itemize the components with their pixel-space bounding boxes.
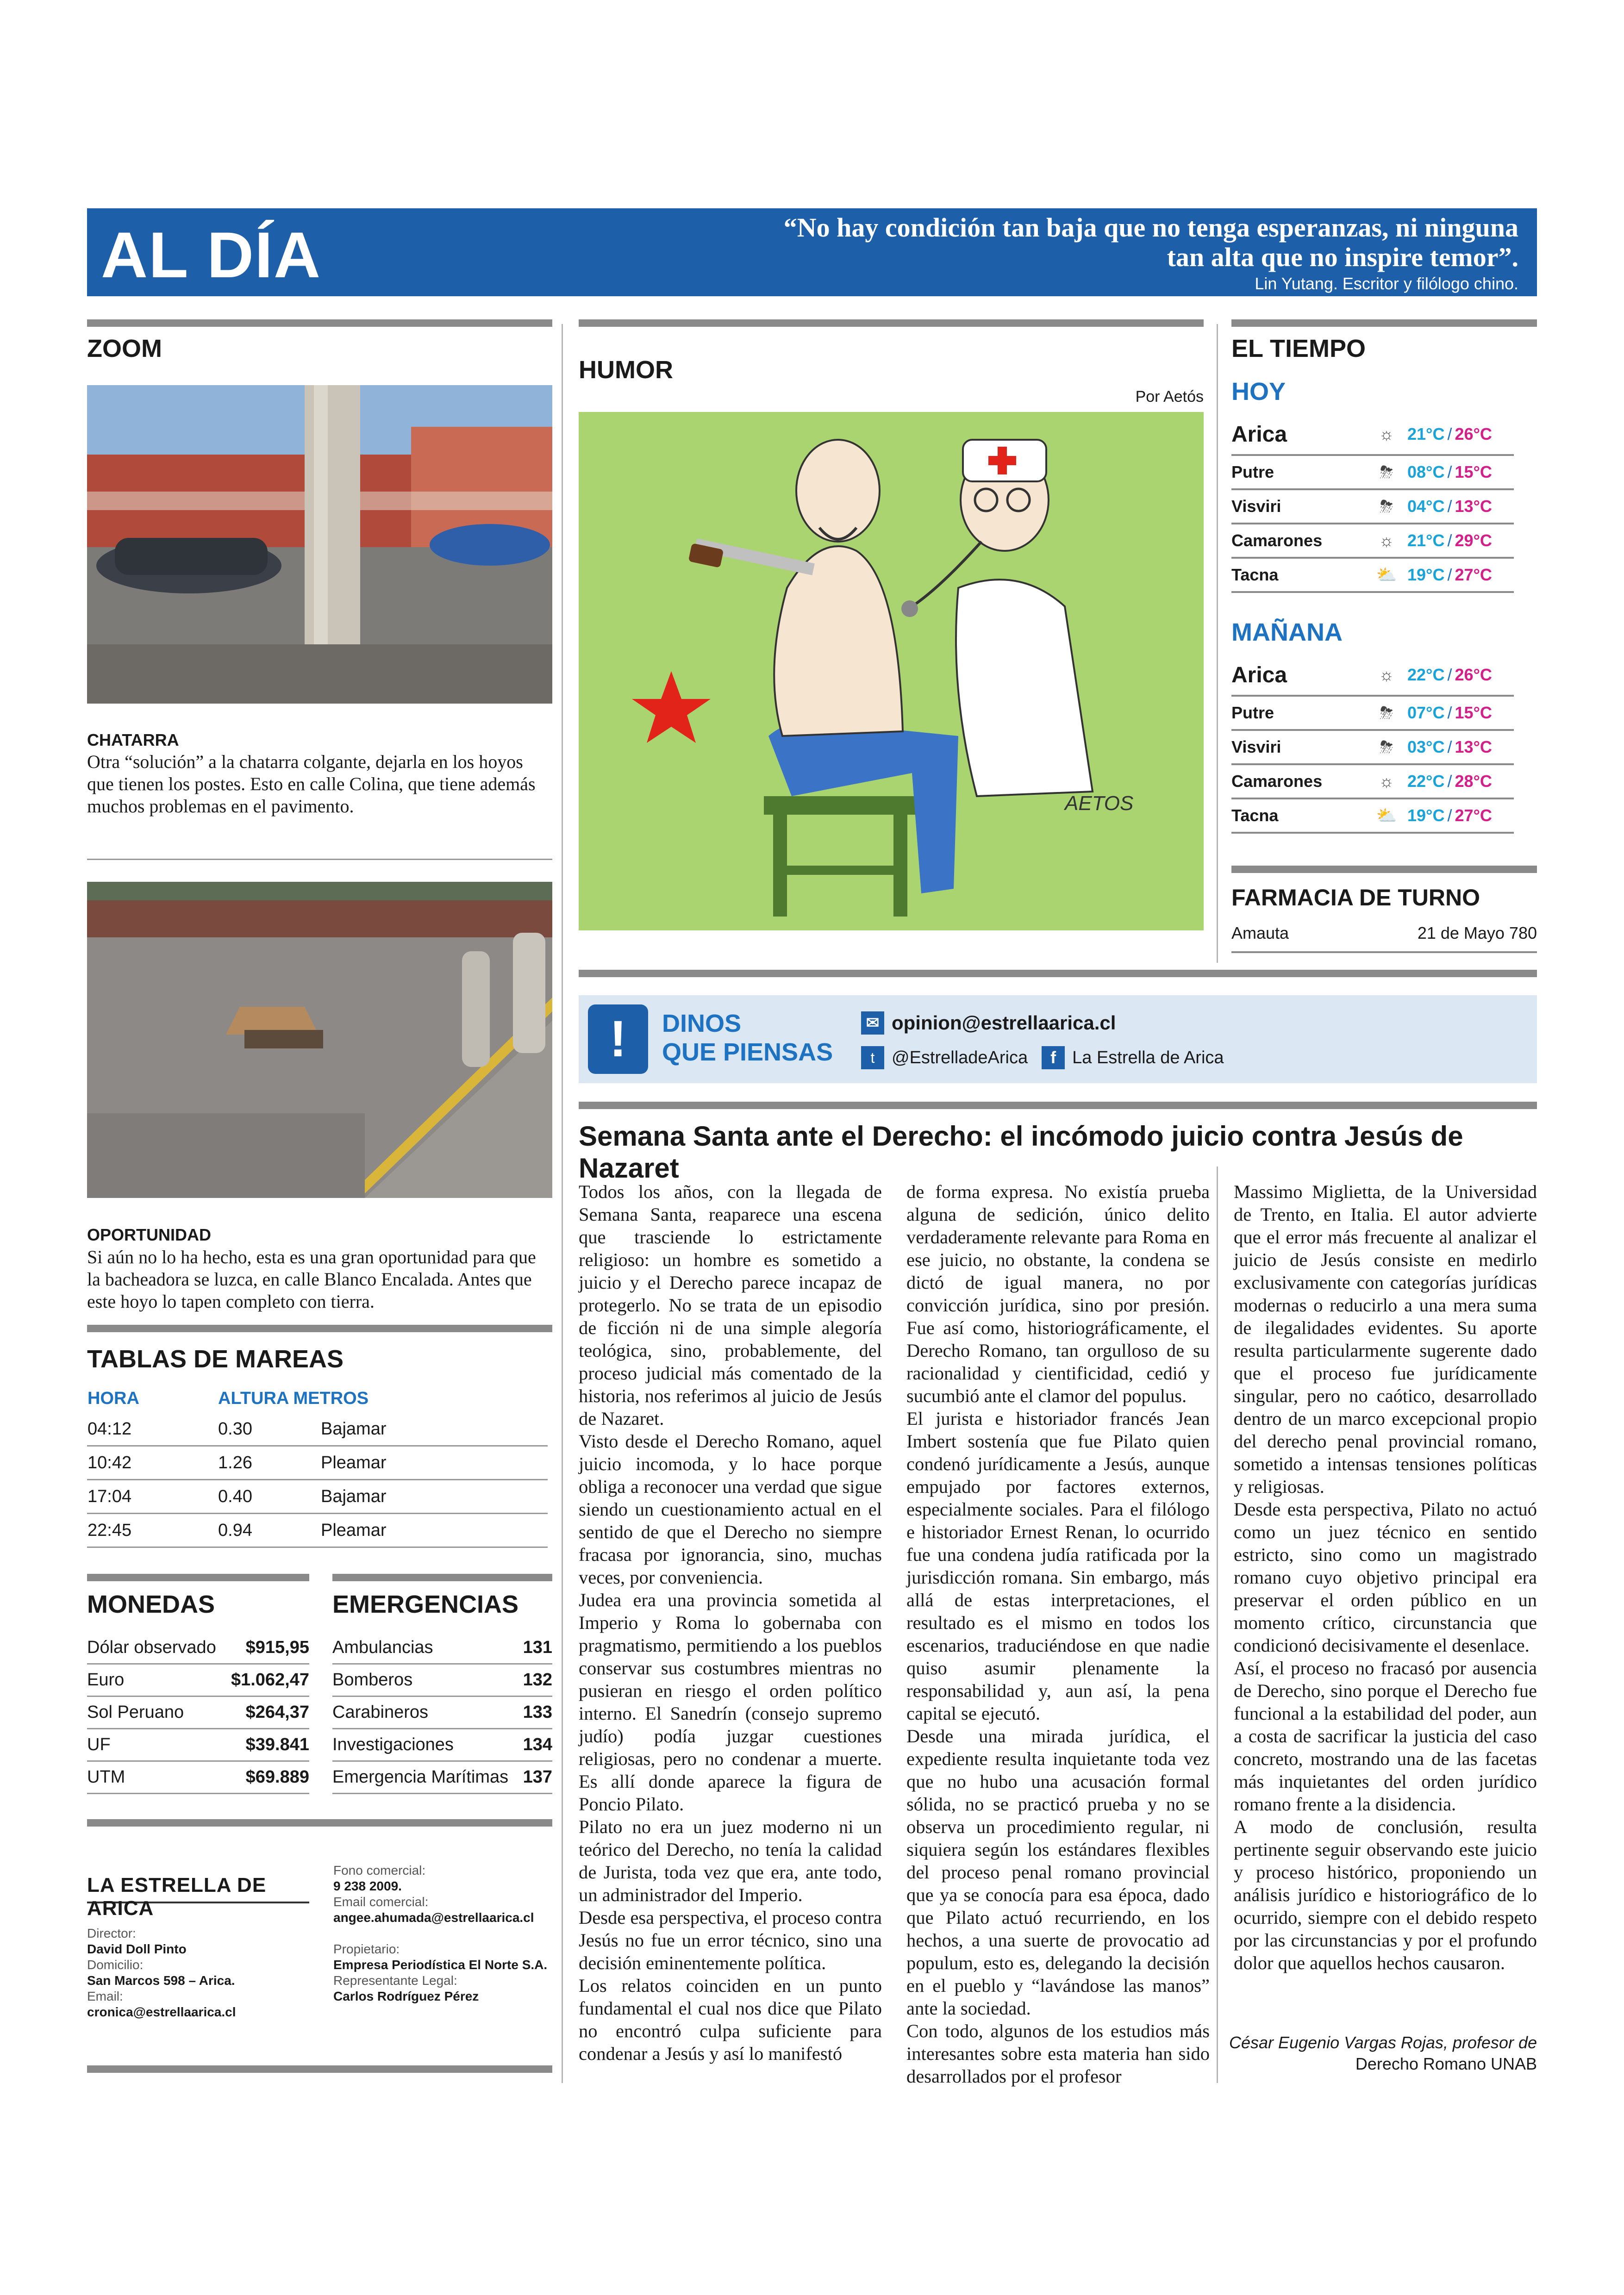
email-icon: ✉ [861,1011,884,1035]
emergency-row [332,1664,552,1697]
dinos-title-line: QUE PIENSAS [662,1038,833,1066]
weather-min: 03°C [1407,737,1445,756]
sun-icon: ☼ [1379,665,1394,684]
weather-city: Putre [1231,462,1274,481]
weather-row: Tacna ⛅ 19°C / 27°C [1231,559,1514,593]
weather-min: 21°C [1407,531,1445,550]
humor-cartoon [579,412,1204,930]
weather-row: Arica ☼ 22°C / 26°C [1231,655,1514,697]
weather-max: 29°C [1455,531,1492,550]
emergency-row [332,1696,552,1729]
weather-max: 27°C [1455,565,1492,584]
weather-max: 26°C [1455,665,1492,684]
tide-height: 0.40 [218,1480,320,1514]
currency-name: Dólar observado [87,1637,216,1657]
representante-label: Representante Legal: [333,1973,457,1988]
newspaper-logo: LA ESTRELLA DE ARICA [87,1874,309,1903]
dinos-title-line: DINOS [662,1010,742,1037]
column-header: ALTURA METROS [218,1388,369,1408]
byline-line: Derecho Romano UNAB [1355,2054,1537,2073]
dinos-title [662,1009,833,1066]
zoom-photo-oportunidad [87,882,552,1198]
weather-row: Visviri ⛈ 04°C / 13°C [1231,490,1514,524]
currency-name: UF [87,1734,111,1754]
currency-name: UTM [87,1767,125,1787]
article-paragraph: El jurista e historiador francés Jean Imbert sostenía que fue Pilato quien condenó jurídicamente a Jesús, aunque empujado por factores externos, especialmente sociales. Para el filólogo e historiador Ernest Renan, lo ocurrido fue una condena judía ratificada por la jurisdicción romana. Sin embargo, más allá de estas interpretaciones, el resultado es el mismo en todos los escenarios, traduciéndose en que nadie quiso asumir plenamente la responsabilidad y, aun así, la pena capital se ejecutó. [906,1408,1210,1724]
dinos-social [861,1046,1224,1069]
emergencias-title: EMERGENCIAS [332,1590,519,1618]
humor-title: HUMOR [579,356,673,384]
weather-title: EL TIEMPO [1231,335,1366,362]
article-paragraph: Visto desde el Derecho Romano, aquel juicio incomoda, y lo hace porque obliga a reconocer una verdad que sigue siendo un cuestionamiento actual en el sentido de que el Derecho no siempre fracasa por ignorancia, sino, muchas veces, por conveniencia. [579,1431,882,1588]
weather-city: Camarones [1231,531,1323,550]
email-label: Email: [87,1989,123,2003]
weather-min: 21°C [1407,424,1445,443]
weather-row: Putre ⛈ 08°C / 15°C [1231,456,1514,490]
article-paragraph: Todos los años, con la llegada de Semana Santa, reaparece una escena que trasciende lo estrictamente religioso: un hombre es sometido a juicio y el Derecho parece incapaz de protegerlo. No se trata de un episodio de ficción ni de una simple alegoría teológica, sino, probablemente, del proceso judicial más comentado de la historia, nos referimos al juicio de Jesús de Nazaret. [579,1181,882,1429]
email-link[interactable]: opinion@estrellaarica.cl [892,1012,1116,1034]
weather-today-label: HOY [1231,378,1286,405]
table-row [87,1480,548,1514]
masthead-right [333,1863,551,2004]
column-divider [1217,1166,1218,2083]
currency-row [87,1729,309,1762]
storm-icon: ⛈ [1380,496,1393,516]
emergency-name: Carabineros [332,1702,428,1722]
storm-icon: ⛈ [1380,703,1393,722]
section-rule [579,319,1204,327]
weather-max: 27°C [1455,806,1492,825]
table-row [87,1446,548,1480]
tide-type: Bajamar [320,1480,548,1514]
tide-hour: 10:42 [87,1446,218,1480]
weather-row: Putre ⛈ 07°C / 15°C [1231,697,1514,731]
weather-min: 22°C [1407,772,1445,791]
weather-min: 19°C [1407,806,1445,825]
zoom-caption-title: OPORTUNIDAD [87,1225,211,1244]
sun-icon: ☼ [1379,772,1394,791]
sun-icon: ☼ [1379,424,1394,443]
storm-icon: ⛈ [1380,737,1393,756]
emergency-row [332,1761,552,1794]
twitter-icon: t [861,1046,884,1069]
tide-hour: 04:12 [87,1413,218,1446]
dinos-email[interactable] [861,1011,1116,1035]
weather-tomorrow-label: MAÑANA [1231,618,1343,646]
weather-city: Tacna [1231,806,1279,825]
section-rule [1231,319,1537,327]
divider [87,859,552,860]
weather-row: Camarones ☼ 22°C / 28°C [1231,765,1514,799]
farmacia-title: FARMACIA DE TURNO [1231,885,1480,911]
partly-cloudy-icon: ⛅ [1376,806,1397,825]
article-paragraph: A modo de conclusión, resulta pertinente seguir observando este juicio y proceso histórico, proponiendo un análisis jurídico e historiográfico de lo ocurrido, siempre con el debido respeto por las circunstancias y por el profundo dolor que aquellos hechos causaron. [1234,1816,1537,1973]
article-paragraph: Los relatos coinciden en un punto fundamental el cual nos dice que Pilato no encontró culpa suficiente para condenar a Jesús y así lo manifestó [579,1975,882,2064]
zoom-caption-title: CHATARRA [87,730,179,749]
column-header: HORA [87,1388,139,1408]
section-rule [87,2065,552,2073]
domicilio-value: San Marcos 598 – Arica. [87,1973,235,1988]
weather-city: Tacna [1231,565,1279,584]
section-rule [579,1102,1537,1109]
weather-max: 13°C [1455,737,1492,756]
propietario-label: Propietario: [333,1942,400,1956]
emergency-name: Emergencia Marítimas [332,1767,509,1787]
zoom-caption-text: Otra “solución” a la chatarra colgante, dejarla en los hoyos que tienen los postes. Esto en calle Colina, que tiene además muchos problemas en el pavimento. [87,751,536,817]
weather-min: 07°C [1407,703,1445,722]
article-paragraph: Judea era una provincia sometida al Imperio y Roma lo gobernaba con pragmatismo, permitiendo a los pueblos conservar sus costumbres mientras no pusieran en riesgo el orden político interno. El Sanedrín (consejo supremo judío) podía juzgar cuestiones religiosas, pero no condenar a muerte. Es allí donde aparece la figura de Poncio Pilato. [579,1590,882,1815]
currency-name: Euro [87,1670,125,1690]
emergency-name: Ambulancias [332,1637,433,1657]
email-comercial-label: Email comercial: [333,1895,429,1909]
currency-value: $69.889 [245,1767,309,1787]
header-quote: “No hay condición tan baja que no tenga esperanzas, ni ninguna tan alta que no inspire temor”. [783,212,1518,272]
weather-min: 08°C [1407,462,1445,481]
quote-author: Lin Yutang. Escritor y filólogo chino. [1255,274,1518,293]
zoom-caption-text: Si aún no lo ha hecho, esta es una gran oportunidad para que la bacheadora se luzca, en calle Blanco Encalada. Antes que este hoyo lo tapen completo con tierra. [87,1247,536,1312]
email-value: cronica@estrellaarica.cl [87,2005,236,2019]
section-rule [332,1574,552,1581]
article-paragraph: Desde esa perspectiva, el proceso contra Jesús no fue un error técnico, sino una decisión eminentemente política. [579,1907,882,1973]
currency-row [87,1632,309,1665]
cartoon-signature: AETOS [1065,792,1134,815]
speech-bubble-icon: ! [588,1004,648,1074]
section-rule [87,319,552,327]
weather-city: Camarones [1231,772,1323,791]
table-header-row [87,1384,548,1413]
article-paragraph: de forma expresa. No existía prueba alguna de sedición, único delito verdaderamente relevante para Roma en ese juicio, no obstante, la condena se dictó de igual manera, no por convicción jurídica, sino por presión. Fue así como, historiográficamente, el Derecho Romano, tan orgulloso de su racionalidad y cientificidad, cedió y sucumbió ante el clamor del populus. [906,1181,1210,1406]
article-column-1 [579,1180,882,2065]
weather-city: Visviri [1231,497,1281,516]
section-rule [579,970,1537,977]
column-divider [1217,324,1218,963]
weather-city: Arica [1231,662,1287,687]
weather-min: 04°C [1407,497,1445,516]
farmacia-row [1231,923,1537,953]
fono-label: Fono comercial: [333,1863,426,1877]
section-header [87,208,1537,296]
weather-max: 13°C [1455,497,1492,516]
table-row [87,1514,548,1547]
tide-type: Pleamar [320,1514,548,1547]
article-paragraph: Pilato no era un juez moderno ni un teórico del Derecho, no tenía la calidad de Jurista, toda vez que era, ante todo, un administrador del Imperio. [579,1816,882,1905]
emergency-number: 134 [523,1734,552,1754]
sun-icon: ☼ [1379,531,1394,550]
tide-hour: 22:45 [87,1514,218,1547]
zoom-title: ZOOM [87,335,162,362]
weather-max: 15°C [1455,703,1492,722]
currency-name: Sol Peruano [87,1702,184,1722]
propietario-value: Empresa Periodística El Norte S.A. [333,1958,548,1972]
weather-max: 15°C [1455,462,1492,481]
article-paragraph: Desde una mirada jurídica, el expediente resulta inquietante toda vez que no hubo una acusación formal sólida, no se practicó prueba y no se observa un procedimiento regular, ni siquiera según los estándares flexibles del proceso penal romano provincial que ya se conocía para esa época, dado que Pilato actuó recurriendo, en los hechos, a una suerte de provocatio ad populum, esto es, delegando la decisión en el pueblo y “lavándose las manos” ante la sociedad. [906,1726,1210,2019]
storm-icon: ⛈ [1380,462,1393,481]
weather-row: Tacna ⛅ 19°C / 27°C [1231,799,1514,834]
weather-row: Camarones ☼ 21°C / 29°C [1231,524,1514,559]
emergency-number: 133 [523,1702,552,1722]
domicilio-label: Domicilio: [87,1958,144,1972]
weather-row: Arica ☼ 21°C / 26°C [1231,414,1514,456]
emergency-number: 137 [523,1767,552,1787]
section-rule [87,1819,552,1827]
tide-type: Bajamar [320,1413,548,1446]
humor-author: Por Aetós [1135,388,1204,405]
column-divider [562,324,563,2083]
currency-row [87,1761,309,1794]
currency-value: $1.062,47 [231,1670,309,1690]
emergency-number: 131 [523,1637,552,1657]
currency-value: $39.841 [245,1734,309,1754]
weather-city: Arica [1231,422,1287,447]
article-title: Semana Santa ante el Derecho: el incómodo juicio contra Jesús de Nazaret [579,1121,1463,1184]
tide-height: 0.94 [218,1514,320,1547]
director-label: Director: [87,1926,136,1940]
section-title: AL DÍA [101,218,322,291]
tides-table [87,1384,548,1548]
partly-cloudy-icon: ⛅ [1376,565,1397,584]
weather-max: 26°C [1455,424,1492,443]
section-rule [87,1574,309,1581]
byline-line: César Eugenio Vargas Rojas, profesor de [1229,2033,1537,2052]
article-paragraph: Con todo, algunos de los estudios más interesantes sobre esta materia han sido desarrollados por el profesor [906,2021,1210,2087]
currency-value: $915,95 [245,1637,309,1657]
masthead-left [87,1926,309,2020]
farmacia-address: 21 de Mayo 780 [1417,923,1537,942]
director-name: David Doll Pinto [87,1942,187,1956]
section-rule [1231,866,1537,873]
tide-hour: 17:04 [87,1480,218,1514]
fono-value: 9 238 2009. [333,1879,402,1893]
weather-max: 28°C [1455,772,1492,791]
emergency-number: 132 [523,1670,552,1690]
farmacia-name: Amauta [1231,923,1289,942]
article-byline [1229,2032,1537,2075]
emergency-name: Investigaciones [332,1734,454,1754]
facebook-link[interactable]: La Estrella de Arica [1072,1048,1224,1067]
article-paragraph: Massimo Miglietta, de la Universidad de Trento, en Italia. El autor advierte que el error más frecuente al analizar el juicio de Jesús consiste en medirlo exclusivamente con categorías jurídicas modernas o reducirlo a una mera suma de ilegalidades evidentes. Su aporte resulta particularmente sugerente dado que el proceso fue jurídicamente singular, pero no caótico, desarrollado dentro de un marco excepcional propio del derecho penal provincial romano, sometido a intensas tensiones políticas y religiosas. [1234,1181,1537,1497]
tide-height: 0.30 [218,1413,320,1446]
article-paragraph: Desde esta perspectiva, Pilato no actuó como un juez técnico en sentido estricto, sino como un magistrado romano cuyo objetivo principal era preservar el orden público en un momento crítico, circunstancia que condicionó decisivamente el desenlace. [1234,1499,1537,1656]
dinos-box [579,995,1537,1083]
weather-min: 19°C [1407,565,1445,584]
email-comercial-value: angee.ahumada@estrellaarica.cl [333,1910,534,1925]
emergency-row [332,1729,552,1762]
tide-height: 1.26 [218,1446,320,1480]
weather-min: 22°C [1407,665,1445,684]
article-column-3 [1234,1180,1537,1974]
zoom-photo-chatarra [87,385,552,704]
currency-value: $264,37 [245,1702,309,1722]
weather-row: Visviri ⛈ 03°C / 13°C [1231,731,1514,765]
emergency-row [332,1632,552,1665]
emergency-name: Bomberos [332,1670,413,1690]
tide-type: Pleamar [320,1446,548,1480]
currency-row [87,1696,309,1729]
weather-city: Visviri [1231,737,1281,756]
representante-value: Carlos Rodríguez Pérez [333,1989,479,2003]
twitter-link[interactable]: @EstrelladeArica [892,1048,1028,1067]
article-column-2 [906,1180,1210,2088]
table-row [87,1413,548,1446]
article-paragraph: Así, el proceso no fracasó por ausencia de Derecho, sino porque el Derecho fue funcional a la estabilidad del poder, aun a costa de sacrificar la justicia del caso concreto, mostrando una de las facetas más inquietantes del orden jurídico romano frente a la disidencia. [1234,1658,1537,1815]
facebook-icon: f [1042,1046,1065,1069]
weather-city: Putre [1231,703,1274,722]
monedas-title: MONEDAS [87,1590,215,1618]
section-rule [87,1325,552,1332]
tides-title: TABLAS DE MAREAS [87,1345,344,1373]
currency-row [87,1664,309,1697]
